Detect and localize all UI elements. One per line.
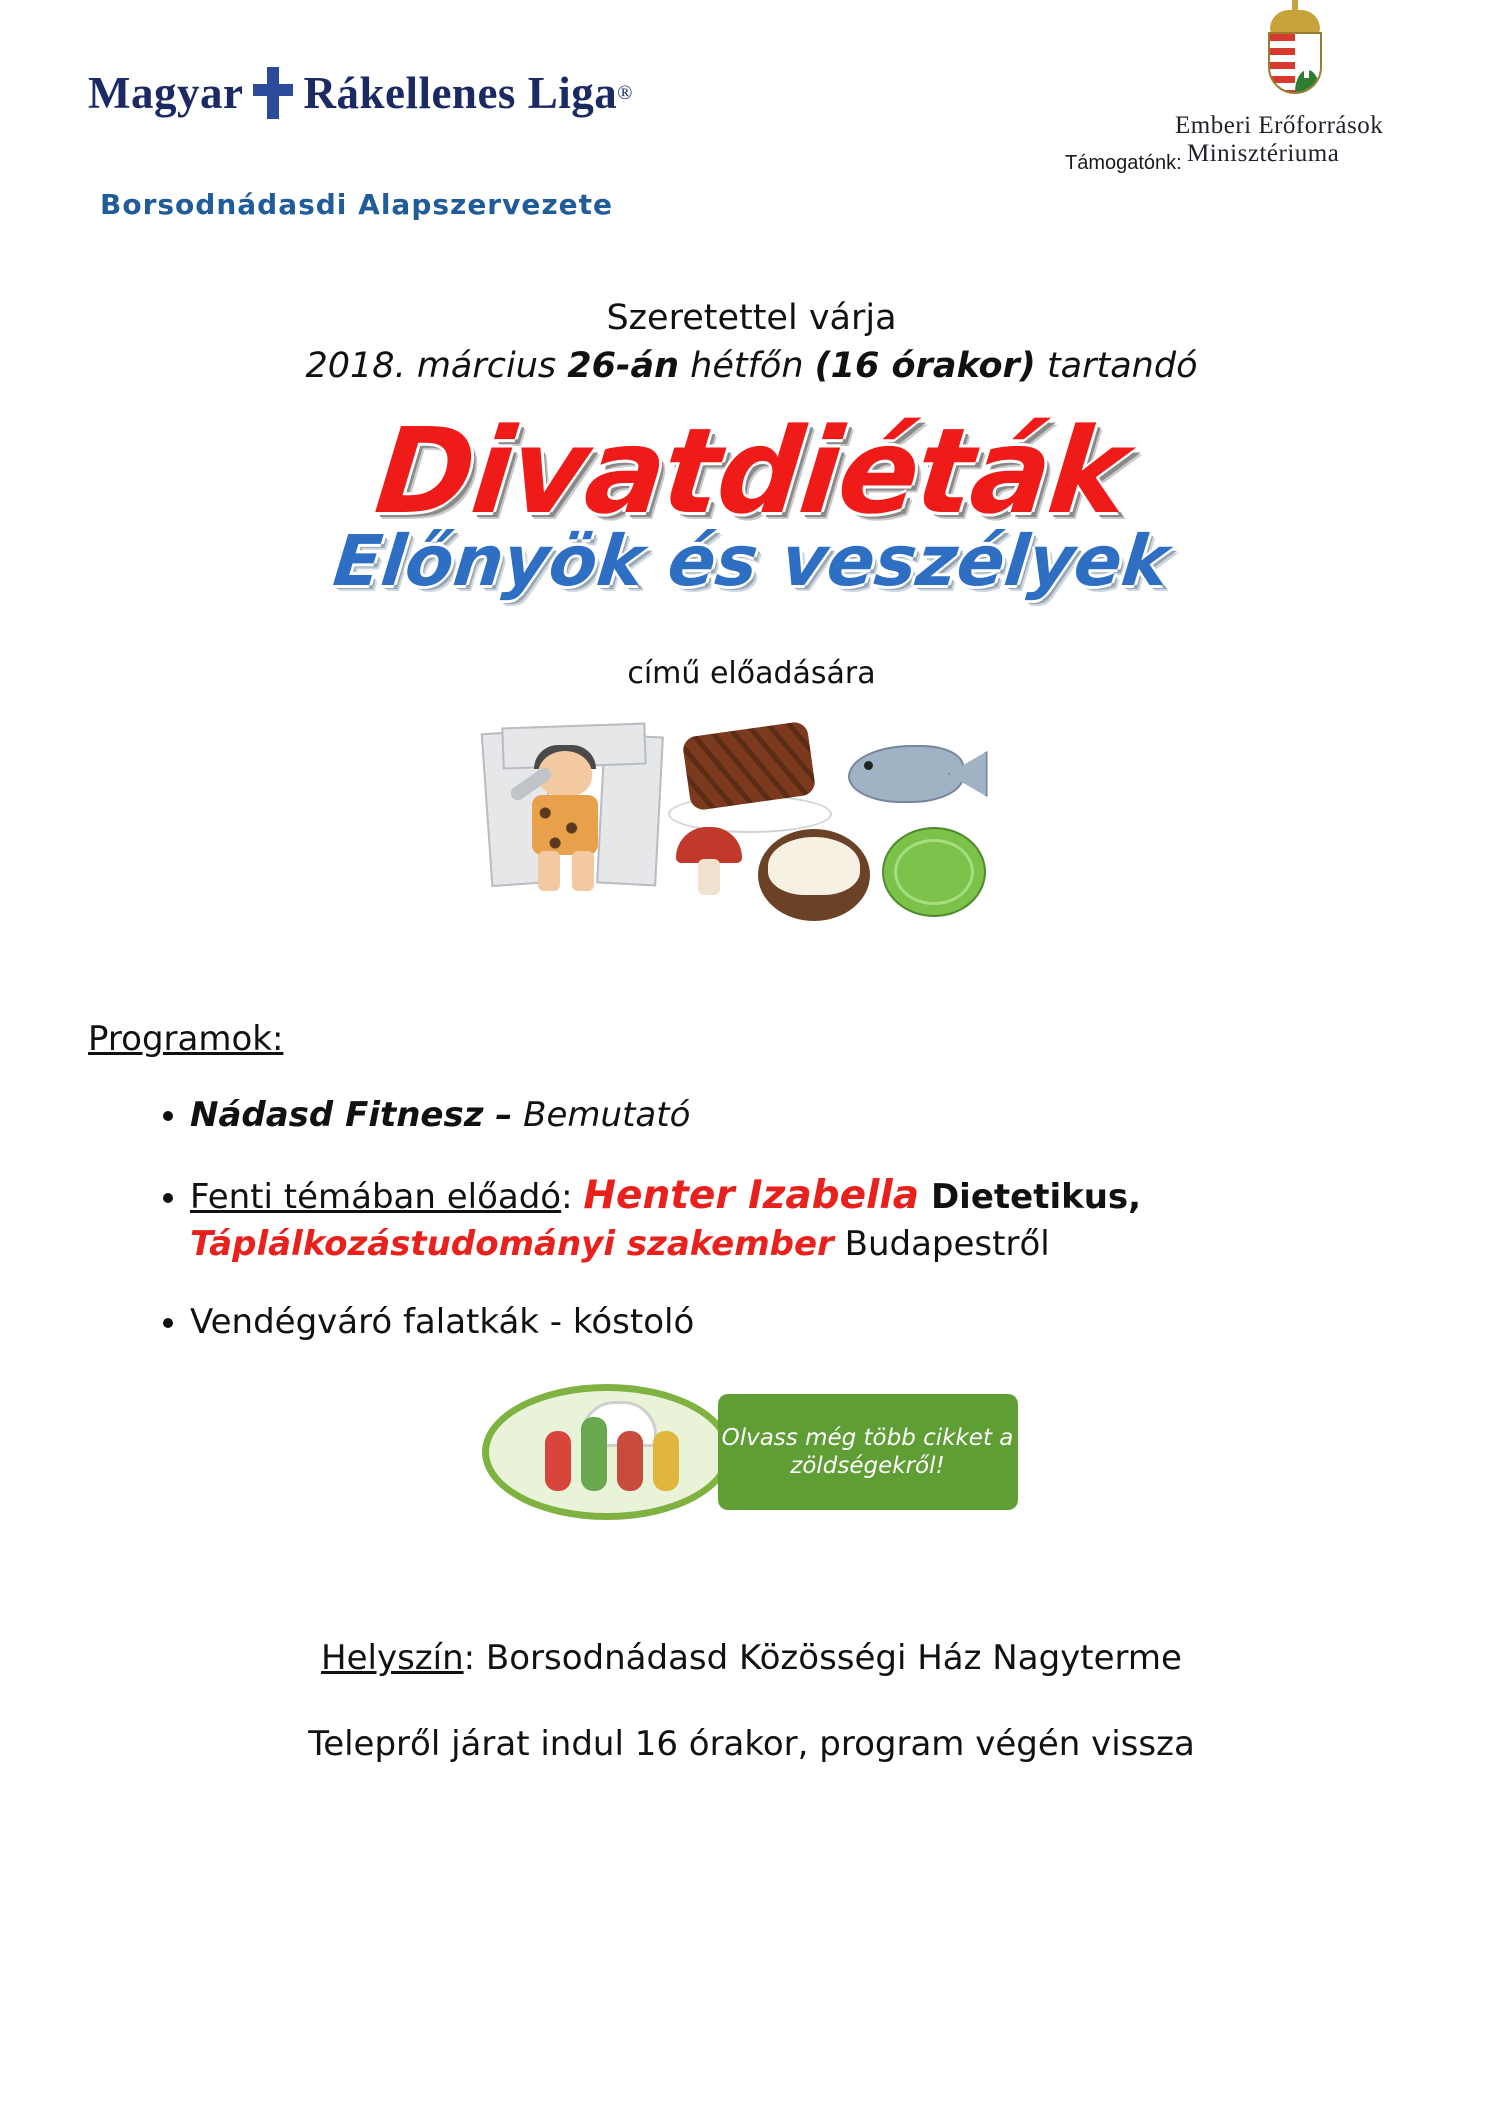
program-2-speaker: Henter Izabella [583,1173,920,1219]
invitation-date-prefix: 2018. március [305,346,568,386]
ministry-name-line1: Emberi Erőforrások [1175,112,1384,139]
program-2-label: Fenti témában előadó [190,1177,562,1218]
event-title-caption: című előadására [627,656,876,691]
invitation-time: (16 órakor) [814,346,1036,386]
invitation-line2 [0,346,1503,386]
hungarian-coat-of-arms-icon [1260,10,1330,106]
list-item [190,1093,1370,1137]
ribs-plate-icon [668,723,828,833]
organization-name-part1: Magyar [88,68,244,118]
transport-info: Telepről járat indul 16 órakor, program végén vissza [308,1724,1195,1765]
support-label: Támogatónk: [1065,152,1182,174]
list-item [190,1171,1370,1266]
organization-logo [88,58,633,128]
document-header [0,0,1503,250]
program-1-detail: Bemutató [512,1095,691,1135]
invitation-block [0,298,1503,386]
venue-value: : Borsodnádasd Közösségi Ház Nagyterme [463,1638,1182,1679]
invitation-date: 26-án [567,346,680,386]
invitation-weekday: hétfőn [679,346,815,386]
cabbage-icon [876,819,992,923]
tomato-character-icon [545,1431,571,1491]
event-title-subtitle: Előnyök és veszélyek [329,520,1174,602]
program-2-colon: : [561,1177,584,1218]
caveman-icon [524,751,608,891]
document-footer [0,1638,1503,1764]
program-2-role-tail: Budapestről [833,1223,1050,1264]
vegetable-plate-icon [482,1384,732,1520]
organization-name-part2: Rákellenes Liga [303,68,618,118]
corn-character-icon [653,1431,679,1491]
program-1-title: Nádasd Fitnesz – [190,1095,513,1135]
broccoli-character-icon [581,1417,607,1491]
registered-trademark-icon: ® [617,81,633,104]
ministry-logo [1175,10,1475,168]
banner-text: Olvass még több cikket a zöldségekről! [721,1424,1014,1480]
pepper-character-icon [617,1431,643,1491]
ministry-name-line2: Minisztériuma [1187,140,1340,167]
banner-text-box [718,1394,1018,1510]
venue-label: Helyszín [321,1638,464,1679]
programs-list [150,1093,1370,1344]
fish-icon [838,729,988,825]
vegetable-article-banner [482,1378,1022,1528]
coconut-icon [758,819,876,927]
local-branch-label: Borsodnádasdi Alapszervezete [100,188,614,221]
program-2-role: Dietetikus, [919,1177,1142,1218]
invitation-line1: Szeretettel várja [606,298,897,338]
invitation-suffix: tartandó [1035,346,1198,386]
venue-line [0,1638,1503,1678]
cross-icon [251,67,295,119]
programs-heading: Programok: [88,1019,284,1059]
event-title-art [0,402,1503,642]
program-3-title: Vendégváró falatkák - kóstoló [190,1302,695,1343]
event-title-main: Divatdiéták [369,402,1134,540]
mushroom-icon [672,823,750,901]
program-2-role-red: Táplálkozástudományi szakember [190,1223,834,1264]
caveman-diet-illustration [472,715,1032,955]
list-item [190,1300,1370,1344]
